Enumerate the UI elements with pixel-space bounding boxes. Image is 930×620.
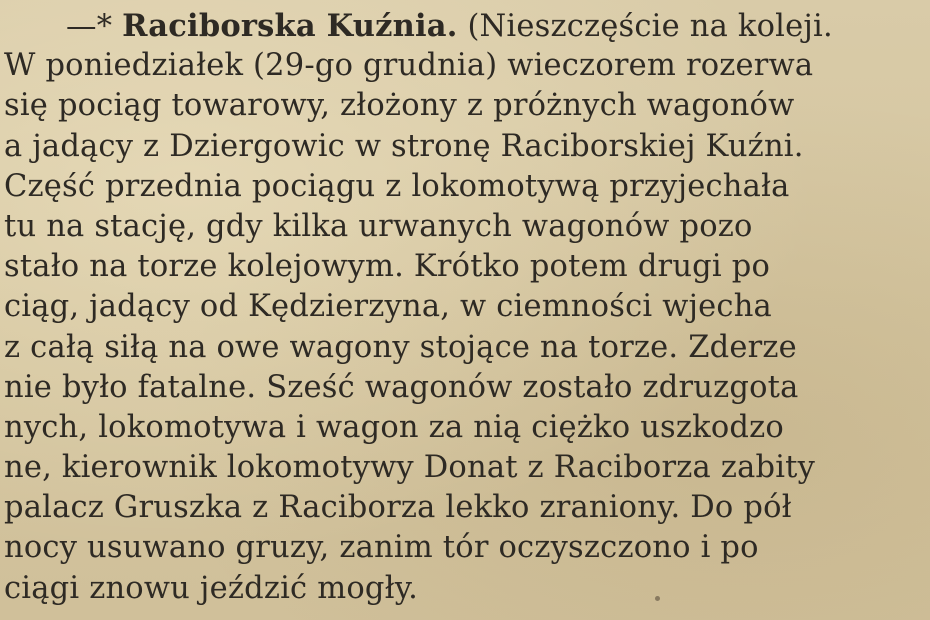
article-line: palacz Gruszka z Raciborza lekko zraniony. Do pół bbox=[4, 490, 792, 526]
paper-speck bbox=[655, 596, 660, 601]
article-line: ciągi znowu jeździć mogły. bbox=[4, 570, 418, 606]
article-line: nych, lokomotywa i wagon za nią ciężko uszkodzo bbox=[4, 409, 784, 445]
article-line: stało na torze kolejowym. Krótko potem drugi po bbox=[4, 249, 771, 285]
article-line: ne, kierownik lokomotywy Donat z Raciborza zabity bbox=[4, 450, 816, 486]
article-line: nie było fatalne. Sześć wagonów zostało zdruzgota bbox=[4, 369, 799, 405]
article-line: W poniedziałek (29-go grudnia) wieczorem rozerwa bbox=[4, 48, 814, 84]
headline-subtitle: (Nieszczęście na koleji. bbox=[467, 9, 833, 44]
article-line: Część przednia pociągu z lokomotywą przyjechała bbox=[4, 168, 790, 204]
article-line: tu na stację, gdy kilka urwanych wagonów pozo bbox=[4, 208, 753, 244]
headline-title: Raciborska Kuźnia. bbox=[122, 8, 458, 44]
article-line: nocy usuwano gruzy, zanim tór oczyszczono i po bbox=[4, 530, 759, 566]
article-text bbox=[4, 6, 930, 609]
article-line: a jadący z Dziergowic w stronę Raciborskiej Kuźni. bbox=[4, 128, 804, 164]
article-line: ciąg, jadący od Kędzierzyna, w ciemności wjecha bbox=[4, 289, 772, 325]
article-line: się pociąg towarowy, złożony z próżnych wagonów bbox=[4, 88, 795, 124]
headline-dash: —* bbox=[66, 9, 113, 44]
headline-line bbox=[4, 6, 930, 46]
article-line: z całą siłą na owe wagony stojące na torze. Zderze bbox=[4, 329, 797, 365]
